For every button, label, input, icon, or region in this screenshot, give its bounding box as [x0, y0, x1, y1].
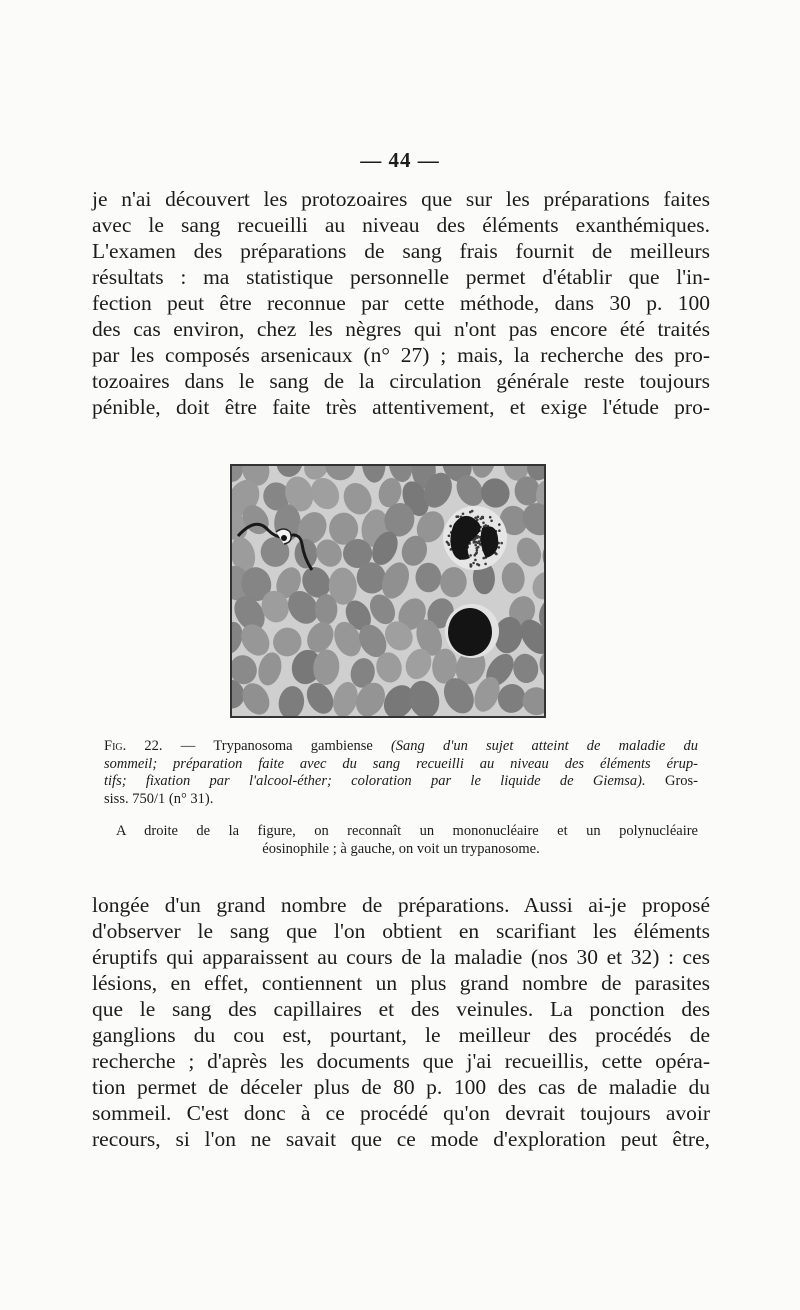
caption-label: Fig. 22. —	[104, 738, 214, 754]
eosinophil-granule	[498, 529, 501, 532]
text-line: L'examen des préparations de sang frais fournit de meilleurs	[92, 239, 710, 263]
text-line: des cas environ, chez les nègres qui n'ont pas encore été traités	[92, 317, 710, 341]
text-line: résultats : ma statistique personnelle permet d'établir que l'in-	[92, 265, 710, 289]
figure-caption	[104, 738, 698, 808]
eosinophil-granule	[469, 554, 472, 557]
top-paragraph	[92, 186, 710, 420]
eosinophil-granule	[495, 553, 498, 556]
mononuclear-nucleus	[448, 608, 492, 656]
note-line: A droite de la figure, on reconnaît un mononucléaire et un polynucléaire	[116, 823, 698, 839]
caption-italic: sommeil; préparation faite avec du sang recueilli au niveau des éléments érup-	[104, 755, 698, 772]
caption-text: Gros-	[664, 773, 698, 789]
blood-smear-figure	[230, 464, 546, 718]
page-number: — 44 —	[360, 148, 440, 172]
text-line: sommeil. C'est donc à ce procédé qu'on devrait toujours avoir	[92, 1101, 710, 1125]
eosinophil-granule	[474, 559, 477, 562]
text-line: par les composés arsenicaux (n° 27) ; mais, la recherche des pro-	[92, 343, 710, 367]
trypanosome-nucleus	[281, 535, 287, 541]
text-line: d'observer le sang que l'on obtient en scarifiant les éléments	[92, 919, 710, 943]
eosinophil-granule	[474, 517, 477, 520]
text-line: je n'ai découvert les protozoaires que sur les préparations faites	[92, 187, 710, 211]
eosinophil-granule	[477, 516, 480, 519]
eosinophil-granule	[449, 525, 452, 528]
text-line: fection peut être reconnue par cette méthode, dans 30 p. 100	[92, 291, 710, 315]
eosinophil-granule	[470, 565, 473, 568]
text-line: éruptifs qui apparaissent au cours de la maladie (nos 30 et 32) : ces	[92, 945, 710, 969]
eosinophil-granule	[472, 562, 475, 565]
text-line: tozoaires dans le sang de la circulation générale reste toujours	[92, 369, 710, 393]
figure-note	[104, 822, 698, 858]
eosinophil-granule	[476, 549, 479, 552]
note-line: éosinophile ; à gauche, on voit un trypanosome.	[262, 841, 540, 857]
eosinophil-granule	[476, 563, 479, 566]
caption-line	[104, 738, 698, 756]
eosinophil-granule	[500, 542, 503, 545]
caption-italic: (Sang d'un sujet atteint de maladie du	[390, 738, 699, 754]
eosinophil-granule	[484, 563, 487, 566]
text-line: recherche ; d'après les documents que j'ai recueillis, cette opéra-	[92, 1049, 710, 1073]
text-line: tion permet de déceler plus de 80 p. 100 des cas de maladie du	[92, 1075, 710, 1099]
eosinophil-granule	[490, 520, 493, 523]
text-line: pénible, doit être faite très attentivement, et exige l'étude pro-	[92, 395, 710, 419]
eosinophil-granule	[448, 543, 451, 546]
eosinophil-granule	[448, 535, 451, 538]
blood-smear-image	[232, 466, 544, 716]
eosinophil-granule	[446, 541, 449, 544]
bottom-paragraph	[92, 892, 710, 1152]
text-line: ganglions du cou est, pourtant, le meilleur des procédés de	[92, 1023, 710, 1047]
eosinophil-granule	[482, 517, 485, 520]
red-blood-cell	[315, 594, 338, 625]
text-line: recours, si l'on ne savait que ce mode d'exploration peut être,	[92, 1127, 710, 1151]
caption-italic: tifs; fixation par l'alcool-éther; coloration par le liquide de Giemsa).	[104, 773, 665, 789]
eosinophil-granule	[474, 554, 477, 557]
eosinophil-granule	[482, 522, 485, 525]
caption-line	[104, 791, 698, 809]
eosinophil-granule	[469, 511, 472, 514]
text-line: longée d'un grand nombre de préparations. Aussi ai-je proposé	[92, 893, 710, 917]
eosinophil-granule	[474, 544, 477, 547]
eosinophil-granule	[457, 515, 460, 518]
caption-text: siss. 750/1 (n° 31).	[104, 790, 214, 807]
eosinophil-granule	[474, 541, 477, 544]
text-line: que le sang des capillaires et des veinules. La ponction des	[92, 997, 710, 1021]
caption-species: Trypanosoma gambiense	[213, 738, 391, 754]
eosinophil-granule	[475, 551, 478, 554]
text-line: avec le sang recueilli au niveau des éléments exanthémiques.	[92, 213, 710, 237]
eosinophil-granule	[462, 513, 465, 516]
eosinophil-granule	[498, 546, 501, 549]
caption-line	[104, 756, 698, 774]
eosinophil-granule	[498, 523, 501, 526]
eosinophil-granule	[477, 546, 480, 549]
eosinophil-granule	[479, 542, 482, 545]
eosinophil-granule	[489, 516, 492, 519]
caption-line	[104, 773, 698, 791]
text-line: lésions, en effet, contiennent un plus grand nombre de parasites	[92, 971, 710, 995]
